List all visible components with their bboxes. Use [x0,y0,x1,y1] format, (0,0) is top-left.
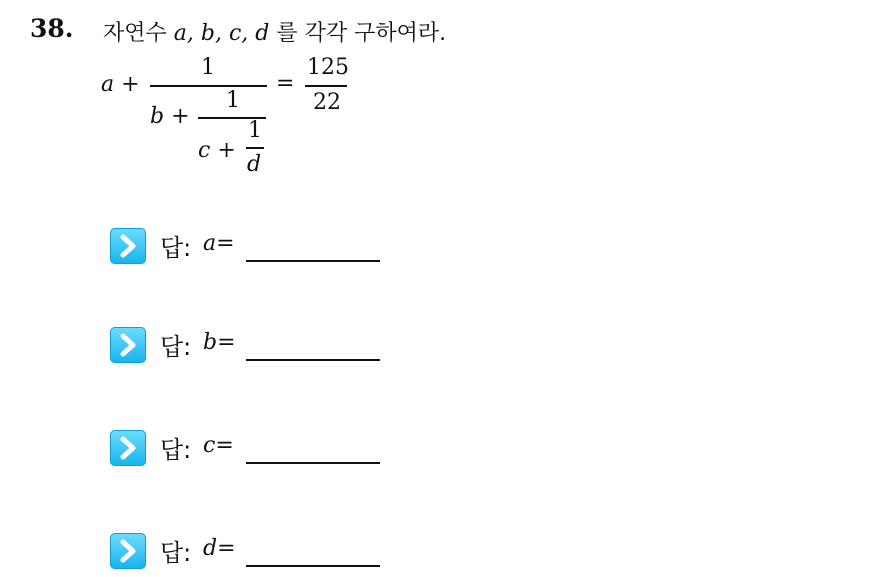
eq-numerator-2: 1 [226,88,240,113]
fraction-bar-3 [246,147,264,149]
answer-label: 답: [160,333,192,361]
eq-term-c: c + [198,138,236,163]
chevron-right-icon [110,430,146,466]
answer-blank-d[interactable] [246,565,380,567]
eq-numerator-1: 1 [201,55,215,80]
answer-variable: b= [203,330,236,355]
eq-term-a: a + [101,72,140,97]
prompt-variables: a, b, c, d [173,21,270,46]
answer-blank-c[interactable] [246,462,380,464]
fraction-bar-1 [150,85,267,87]
eq-equals: = [276,71,295,96]
eq-term-b: b + [150,104,190,129]
eq-rhs-denominator: 22 [313,90,341,115]
rhs-fraction-bar [305,85,347,87]
chevron-right-icon [110,228,146,264]
prompt-prefix: 자연수 [103,21,167,46]
eq-numerator-3: 1 [248,118,262,143]
answer-variable: c= [203,433,234,458]
answer-label: 답: [160,436,192,464]
answer-variable: d= [203,536,236,561]
answer-label: 답: [160,539,192,567]
eq-rhs-numerator: 125 [307,55,349,80]
chevron-right-icon [110,327,146,363]
answer-blank-b[interactable] [246,359,380,361]
eq-term-d: d [247,152,262,177]
chevron-right-icon [110,533,146,569]
answer-blank-a[interactable] [246,260,380,262]
answer-variable: a= [203,231,235,256]
answer-label: 답: [160,234,192,262]
prompt-suffix: 를 각각 구하여라. [276,21,447,46]
question-number: 38. [30,14,74,43]
question-prompt [103,16,446,47]
